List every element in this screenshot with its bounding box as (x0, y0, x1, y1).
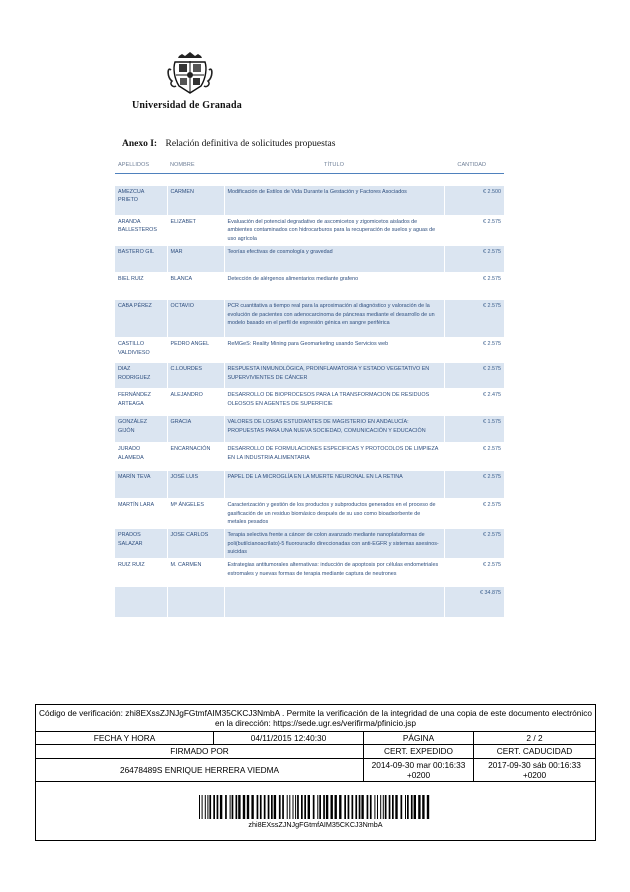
cell-total: € 34.875 (444, 587, 504, 618)
barcode-bar (361, 795, 363, 819)
cell-surname: FERNÁNDEZ ARTEAGA (115, 389, 167, 416)
cell-title: RESPUESTA INMUNOLÓGICA, PROINFLAMATORIA Y ESTADO VEGETATIVO EN SUPERVIVIENTES DE CÁNCER (224, 363, 444, 389)
annex-title: Relación definitiva de solicitudes propuestas (165, 139, 336, 149)
barcode-bar (217, 795, 219, 819)
barcode-bar (279, 795, 281, 819)
barcode-bar (380, 795, 381, 819)
barcode-bar (335, 795, 337, 819)
barcode-bar (301, 795, 303, 819)
barcode-bar (344, 795, 346, 819)
barcode-bar (326, 795, 328, 819)
barcode-bar (313, 795, 315, 819)
cell-title: Caracterización y gestión de los productos y subproductos generados en el proceso de gasificación de un residuo biomásico después de su uso como bioadsorbente de metales pesados (224, 499, 444, 529)
barcode-bar (367, 795, 369, 819)
cell-name: ENCARNACIÓN (167, 443, 224, 471)
expedido-label: CERT. EXPEDIDO (364, 745, 474, 758)
barcode-bar (207, 795, 208, 819)
cell-name: Mª ÁNGELES (167, 499, 224, 529)
cell-surname: DIAZ RODRIGUEZ (115, 363, 167, 389)
cell-amount: € 2.575 (444, 529, 504, 559)
cell-title: Terapia selectiva frente a cáncer de colon avanzado mediante nanoplataformas de poli(butilcianoacrilato)-5 fluorouracilo direccionadas con anti-EGFR y sistemas asesinos-suicidas (224, 529, 444, 559)
barcode-bar (422, 795, 424, 819)
barcode-icon (199, 795, 432, 819)
cell-name: ELIZABET (167, 216, 224, 246)
verification-box (35, 704, 596, 841)
pagina-label: PÁGINA (364, 732, 474, 745)
cell-amount: € 2.575 (444, 443, 504, 471)
barcode-bar (236, 795, 238, 819)
table-row (115, 443, 504, 471)
barcode-bar (205, 795, 206, 819)
barcode-bar (243, 795, 245, 819)
barcode-bar (392, 795, 394, 819)
barcode-bar (370, 795, 372, 819)
barcode-bar (282, 795, 284, 819)
barcode-bar (274, 795, 276, 819)
fecha-value: 04/11/2015 12:40:30 (214, 732, 364, 745)
table-row (115, 559, 504, 587)
barcode-bar (220, 795, 222, 819)
cell-surname: RUIZ RUIZ (115, 559, 167, 587)
cell-surname: AMEZCUA PRIETO (115, 186, 167, 216)
cell-name: JOSÉ LUIS (167, 471, 224, 499)
barcode-bar (355, 795, 357, 819)
cell-name: OCTAVIO (167, 300, 224, 338)
barcode-bar (260, 795, 262, 819)
annex-heading (122, 139, 335, 149)
cell-title: DESARROLLO DE FORMULACIONES ESPECIFICAS Y PROTOCOLOS DE LIMPIEZA EN LA INDUSTRIA ALIMENTARIA (224, 443, 444, 471)
barcode-bar (427, 795, 429, 819)
barcode-bar (247, 795, 249, 819)
cell-surname: GONZÁLEZ GIJÓN (115, 416, 167, 443)
cell-surname: CASTILLO VALDIVIESO (115, 338, 167, 363)
cell-amount: € 2.500 (444, 186, 504, 216)
cell-title: Detección de alérgenos alimentarios mediante grafeno (224, 273, 444, 300)
barcode-bar (374, 795, 375, 819)
cell-surname: ARANDA BALLESTEROS (115, 216, 167, 246)
fecha-label: FECHA Y HORA (36, 732, 214, 745)
cell-title: Estrategias antitumorales alternativas: inducción de apoptosis por células endometriales estromales y nuevas formas de terapia mediante captura de neutrones (224, 559, 444, 587)
barcode-bar (418, 795, 420, 819)
cell-surname: JURADO ALAMEDA (115, 443, 167, 471)
barcode-bar (271, 795, 273, 819)
cell-title: Teorías efectivas de cosmología y gravedad (224, 246, 444, 273)
cell-amount: € 2.575 (444, 499, 504, 529)
cell-title: PCR cuantitativa a tiempo real para la aproximación al diagnóstico y valoración de la evolución de pacientes con adenocarcinoma de páncreas mediante el desarrollo de un modelo basado en el perfil de expresión génica en sangre periférica (224, 300, 444, 338)
cell-title: ReMGeS: Reality Mining para Geomarketing usando Servicios web (224, 338, 444, 363)
cell-name: BLANCA (167, 273, 224, 300)
cell-title: VALORES DE LOS/AS ESTUDIANTES DE MAGISTERIO EN ANDALUCÍA: PROPUESTAS PARA UNA NUEVA SOCIEDAD, COMUNICACIÓN Y EDUCACIÓN (224, 416, 444, 443)
barcode-bar (202, 795, 203, 819)
col-header-title: TÍTULO (224, 156, 444, 174)
barcode-bar (405, 795, 406, 819)
cell-title: PAPEL DE LA MICROGLÍA EN LA MUERTE NEURONAL EN LA RETINA (224, 471, 444, 499)
barcode-bar (308, 795, 310, 819)
barcode-bar (289, 795, 290, 819)
table-row (115, 186, 504, 216)
caducidad-label: CERT. CADUCIDAD (474, 745, 596, 758)
barcode-bar (238, 795, 240, 819)
cell-amount: € 2.575 (444, 471, 504, 499)
barcode-bar (319, 795, 321, 819)
barcode-bar (359, 795, 361, 819)
cell-amount: € 2.575 (444, 363, 504, 389)
barcode-bar (297, 795, 299, 819)
barcode-bar (209, 795, 211, 819)
grants-table (115, 156, 504, 618)
cell-name: JOSE CARLOS (167, 529, 224, 559)
university-crest-icon (165, 48, 215, 98)
barcode-bar (317, 795, 318, 819)
cell-surname: BIEL RUIZ (115, 273, 167, 300)
cell-name: PEDRO ANGEL (167, 338, 224, 363)
cell-surname: MARÍN TEVA (115, 471, 167, 499)
barcode-bar (331, 795, 333, 819)
cell-name: MAR (167, 246, 224, 273)
barcode-bar (257, 795, 259, 819)
university-name: Universidad de Granada (132, 100, 242, 111)
total-row (115, 587, 504, 618)
barcode-bar (395, 795, 397, 819)
table-row (115, 363, 504, 389)
barcode-bar (411, 795, 413, 819)
barcode-text: zhi8EXssZJNJgFGtmfAIM35CKCJ3NmbA (248, 820, 383, 830)
cell-name: GRACIA (167, 416, 224, 443)
barcode-bar (352, 795, 354, 819)
cell-name: ALEJANDRO (167, 389, 224, 416)
table-row (115, 389, 504, 416)
table-header-row (115, 156, 504, 174)
table-row (115, 300, 504, 338)
barcode-bar (293, 795, 294, 819)
cell-amount: € 2.575 (444, 216, 504, 246)
table-row (115, 273, 504, 300)
annex-label: Anexo I: (122, 139, 158, 149)
table-row (115, 216, 504, 246)
cell-name: C.LOURDES (167, 363, 224, 389)
caducidad-value: 2017-09-30 sáb 00:16:33 +0200 (474, 758, 596, 782)
barcode-bar (225, 795, 227, 819)
table-row (115, 338, 504, 363)
pagina-value: 2 / 2 (474, 732, 596, 745)
barcode-bar (213, 795, 215, 819)
table-row (115, 529, 504, 559)
cell-surname: CABA PÉREZ (115, 300, 167, 338)
cell-title: DESARROLLO DE BIOPROCESOS PARA LA TRANSFORMACION DE RESIDUOS OLEOSOS EN AGENTES DE SUPERFICIE (224, 389, 444, 416)
barcode-bar (377, 795, 378, 819)
barcode-bar (348, 795, 350, 819)
barcode-bar (389, 795, 391, 819)
cell-surname: MARTÍN LARA (115, 499, 167, 529)
cell-amount: € 2.575 (444, 273, 504, 300)
barcode-bar (407, 795, 409, 819)
cell-surname: BASTERO GIL (115, 246, 167, 273)
barcode-bar (383, 795, 384, 819)
cell-name: CARMEN (167, 186, 224, 216)
barcode-bar (304, 795, 306, 819)
barcode-bar (339, 795, 341, 819)
verification-code-text: Código de verificación: zhi8EXssZJNJgFGtmfAIM35CKCJ3NmbA . Permite la verificación de la integridad de una copia de este documento electrónico en la dirección: https://sede.ugr.es/verifirma/pfinicio.jsp (36, 705, 596, 732)
barcode-bar (232, 795, 234, 819)
barcode-bar (268, 795, 270, 819)
barcode-bar (385, 795, 387, 819)
cell-amount: € 1.575 (444, 416, 504, 443)
cell-name: M. CARMEN (167, 559, 224, 587)
barcode-bar (230, 795, 231, 819)
cell-title: Evaluación del potencial degradativo de ascomicetos y zigomicetos aislados de ambientes contaminados con hidrocarburos para la recuperación de suelos y aguas de uso agrícola (224, 216, 444, 246)
col-header-surname: APELLIDOS (115, 156, 167, 174)
barcode-bar (295, 795, 296, 819)
cell-amount: € 2.575 (444, 300, 504, 338)
barcode-bar (401, 795, 403, 819)
barcode-bar (287, 795, 288, 819)
table-row (115, 246, 504, 273)
col-header-amount: CANTIDAD (444, 156, 504, 174)
cell-amount: € 2.575 (444, 338, 504, 363)
expedido-value: 2014-09-30 mar 00:16:33 +0200 (364, 758, 474, 782)
cell-amount: € 2.575 (444, 559, 504, 587)
barcode-bar (199, 795, 200, 819)
table-row (115, 471, 504, 499)
barcode-bar (323, 795, 325, 819)
firmado-label: FIRMADO POR (36, 745, 364, 758)
barcode-bar (251, 795, 253, 819)
barcode-bar (414, 795, 416, 819)
table-row (115, 416, 504, 443)
cell-title: Modificación de Estilos de Vida Durante la Gestación y Factores Asociados (224, 186, 444, 216)
cell-surname: PRADOS SALAZAR (115, 529, 167, 559)
barcode-cell (36, 782, 596, 841)
col-header-name: NOMBRE (167, 156, 224, 174)
cell-amount: € 2.575 (444, 246, 504, 273)
table-row (115, 499, 504, 529)
signer-name: 26478489S ENRIQUE HERRERA VIEDMA (36, 758, 364, 782)
cell-amount: € 2.475 (444, 389, 504, 416)
barcode-bar (264, 795, 266, 819)
